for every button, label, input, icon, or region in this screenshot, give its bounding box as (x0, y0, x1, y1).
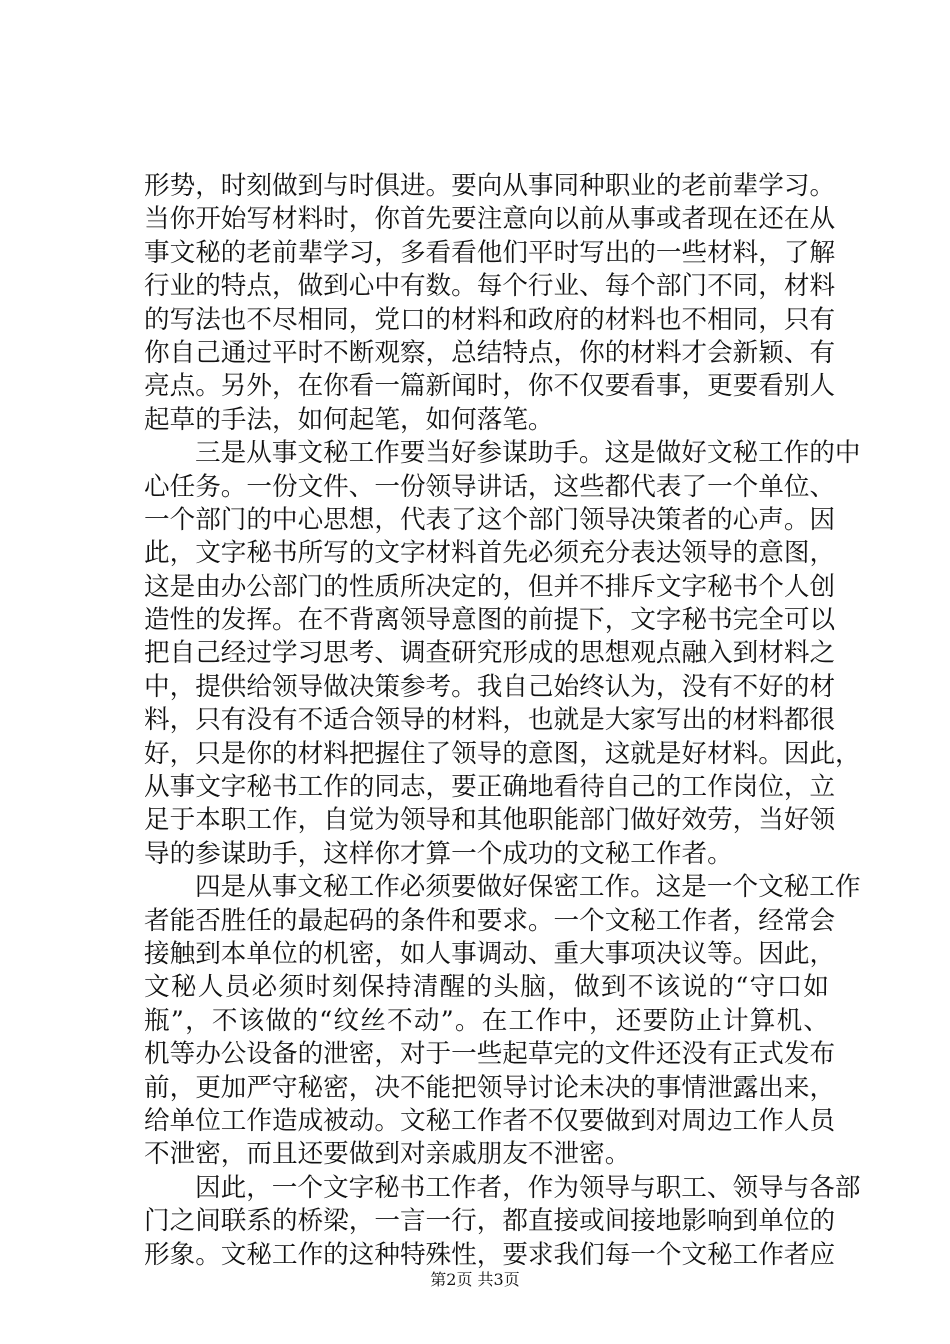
text-line: 形势，时刻做到与时俱进。要向从事同种职业的老前辈学习。 (144, 171, 836, 201)
text-line: 一个部门的中心思想，代表了这个部门领导决策者的心声。因 (144, 504, 836, 535)
text-line: 把自己经过学习思考、调查研究形成的思想观点融入到材料之 (144, 638, 836, 669)
paragraph-first-line: 因此，一个文字秘书工作者，作为领导与职工、领导与各部 (195, 1172, 861, 1203)
text-line: 从事文字秘书工作的同志，要正确地看待自己的工作岗位，立 (144, 772, 836, 803)
text-line: 足于本职工作，自觉为领导和其他职能部门做好效劳，当好领 (144, 805, 836, 836)
text-line: 形象。文秘工作的这种特殊性，要求我们每一个文秘工作者应 (144, 1239, 836, 1270)
text-line: 接触到本单位的机密，如人事调动、重大事项决议等。因此， (144, 938, 836, 969)
text-line: 给单位工作造成被动。文秘工作者不仅要做到对周边工作人员 (144, 1105, 836, 1136)
text-line: 心任务。一份文件、一份领导讲话，这些都代表了一个单位、 (144, 471, 836, 502)
text-line: 瓶”，不该做的“纹丝不动”。在工作中，还要防止计算机、 (144, 1005, 829, 1036)
text-line: 好，只是你的材料把握住了领导的意图，这就是好材料。因此， (144, 738, 861, 769)
text-line: 文秘人员必须时刻保持清醒的头脑，做到不该说的“守口如 (144, 972, 829, 1003)
page-number-footer: 第2页 共3页 (430, 1270, 520, 1289)
text-line: 导的参谋助手，这样你才算一个成功的文秘工作者。 (144, 838, 733, 869)
text-line: 亮点。另外，在你看一篇新闻时，你不仅要看事，更要看别人 (144, 371, 836, 402)
text-line: 料，只有没有不适合领导的材料，也就是大家写出的材料都很 (144, 705, 836, 736)
text-line: 事文秘的老前辈学习，多看看他们平时写出的一些材料，了解 (144, 237, 836, 268)
document-body (144, 170, 861, 1272)
text-line: 起草的手法，如何起笔，如何落笔。 (144, 404, 554, 435)
text-line: 门之间联系的桥梁，一言一行，都直接或间接地影响到单位的 (144, 1206, 836, 1237)
text-line: 的写法也不尽相同，党口的材料和政府的材料也不相同，只有 (144, 304, 836, 335)
text-line: 你自己通过平时不断观察，总结特点，你的材料才会新颖、有 (144, 337, 836, 368)
text-line: 前，更加严守秘密，决不能把领导讨论未决的事情泄露出来， (144, 1072, 836, 1103)
text-line: 机等办公设备的泄密，对于一些起草完的文件还没有正式发布 (144, 1039, 836, 1070)
text-line: 这是由办公部门的性质所决定的，但并不排斥文字秘书个人创 (144, 571, 836, 602)
text-line: 行业的特点，做到心中有数。每个行业、每个部门不同，材料 (144, 271, 836, 302)
text-line: 造性的发挥。在不背离领导意图的前提下，文字秘书完全可以 (144, 605, 836, 636)
text-line: 者能否胜任的最起码的条件和要求。一个文秘工作者，经常会 (144, 905, 836, 936)
text-line: 此，文字秘书所写的文字材料首先必须充分表达领导的意图， (144, 538, 836, 569)
paragraph-first-line: 三是从事文秘工作要当好参谋助手。这是做好文秘工作的中 (195, 438, 861, 469)
text-line: 当你开始写材料时，你首先要注意向以前从事或者现在还在从 (144, 204, 836, 235)
paragraph-first-line: 四是从事文秘工作必须要做好保密工作。这是一个文秘工作 (195, 872, 861, 903)
text-line: 不泄密，而且还要做到对亲戚朋友不泄密。 (144, 1139, 631, 1170)
text-line: 中，提供给领导做决策参考。我自己始终认为，没有不好的材 (144, 671, 836, 702)
